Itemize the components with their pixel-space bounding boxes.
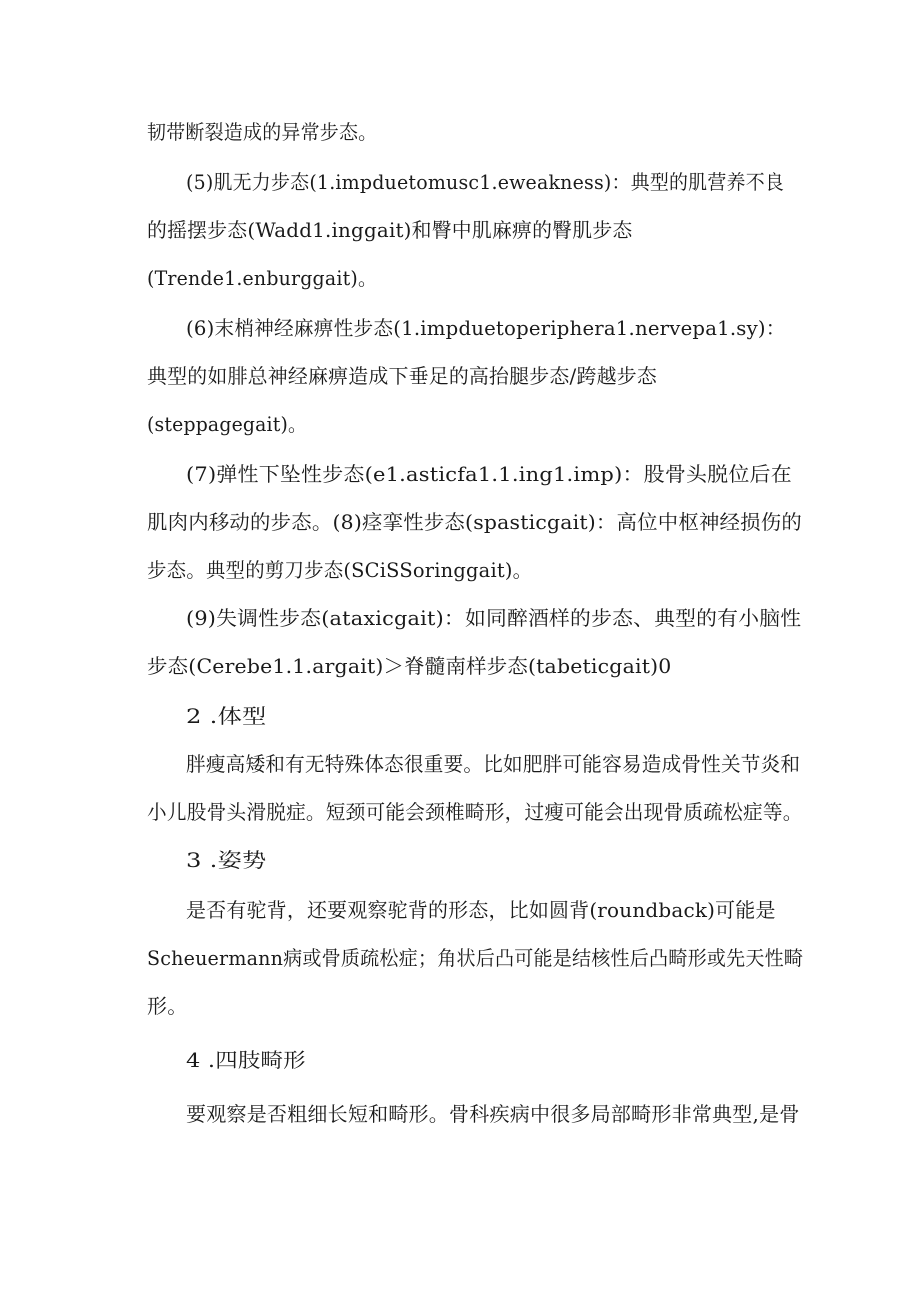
- paragraph-line: 韧带断裂造成的异常步态。: [147, 120, 378, 144]
- paragraph-line: 步态(Cerebe1.1.argait)＞脊髓南样步态(tabeticgait)0: [147, 654, 672, 678]
- paragraph-line: (5)肌无力步态(1.impduetomusc1.eweakness)：典型的肌营养不良: [186, 170, 785, 194]
- paragraph-line: (steppagegait)。: [147, 412, 308, 436]
- paragraph-line: (7)弹性下坠性步态(e1.asticfa1.1.ing1.imp)：股骨头脱位后在: [186, 462, 792, 486]
- paragraph-line: 要观察是否粗细长短和畸形。骨科疾病中很多局部畸形非常典型,是骨: [186, 1102, 800, 1126]
- paragraph-line: Scheuermann病或骨质疏松症；角状后凸可能是结核性后凸畸形或先天性畸: [147, 946, 804, 970]
- paragraph-line: (6)末梢神经麻痹性步态(1.impduetoperiphera1.nervepa1.sy)：: [186, 316, 786, 340]
- paragraph-line: 形。: [147, 994, 188, 1018]
- section-heading: 3 .姿势: [186, 848, 267, 872]
- section-heading: 4 .四肢畸形: [186, 1048, 306, 1072]
- paragraph-line: (9)失调性步态(ataxicgait)：如同醉酒样的步态、典型的有小脑性: [186, 606, 802, 630]
- paragraph-line: 是否有驼背，还要观察驼背的形态，比如圆背(roundback)可能是: [186, 898, 776, 922]
- paragraph-line: 胖瘦高矮和有无特殊体态很重要。比如肥胖可能容易造成骨性关节炎和: [186, 752, 801, 776]
- paragraph-line: 肌肉内移动的步态。(8)痉挛性步态(spasticgait)：高位中枢神经损伤的: [147, 510, 802, 534]
- paragraph-line: 小儿股骨头滑脱症。短颈可能会颈椎畸形，过瘦可能会出现骨质疏松症等。: [147, 800, 803, 824]
- paragraph-line: 的摇摆步态(Wadd1.inggait)和臀中肌麻痹的臀肌步态: [147, 218, 633, 242]
- paragraph-line: 步态。典型的剪刀步态(SCiSSoringgait)。: [147, 558, 533, 582]
- paragraph-line: 典型的如腓总神经麻痹造成下垂足的高抬腿步态/跨越步态: [147, 364, 657, 388]
- section-heading: 2 .体型: [186, 704, 267, 728]
- paragraph-line: (Trende1.enburggait)。: [147, 266, 378, 290]
